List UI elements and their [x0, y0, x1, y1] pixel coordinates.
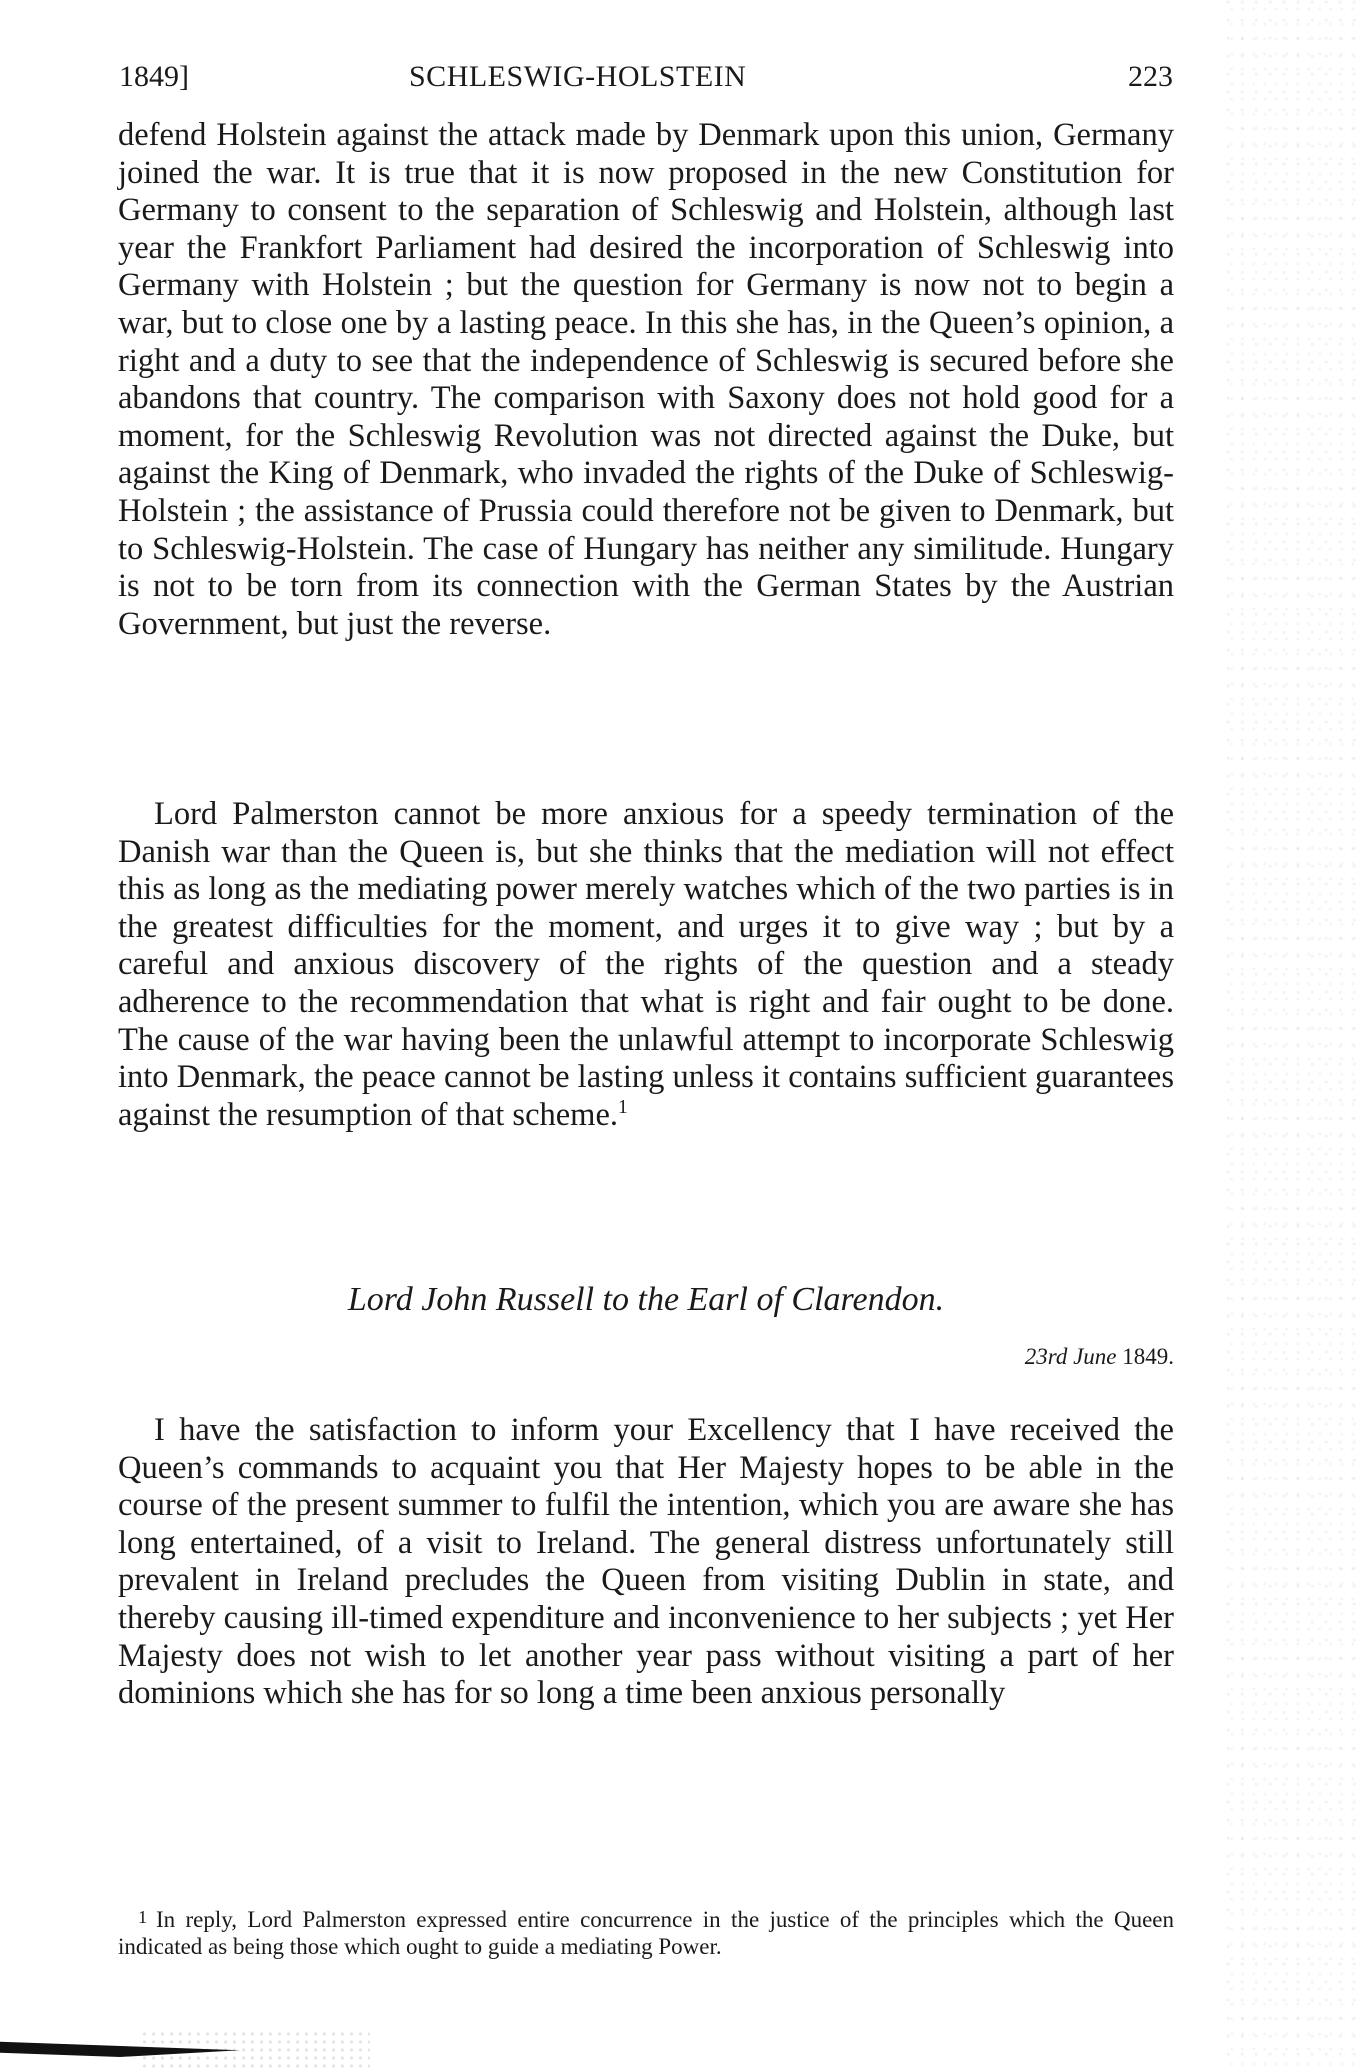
- letter-date: [118, 1342, 1174, 1372]
- footnote-text: In reply, Lord Palmerston expressed entire concurrence in the justice of the principles which the Queen indicated as being those which ought to guide a mediating Power.: [118, 1907, 1174, 1959]
- footnote-number: 1: [138, 1907, 148, 1927]
- paragraph-1-text: defend Holstein against the attack made by Denmark upon this union, Germany joined the war. It is true that it is now proposed in the new Constitution for Germany to consent to the separation of Schleswig and Holstein, although last year the Frankfort Parliament had desired the incorporation of Schleswig into Germany with Holstein ; but the question for Germany is now not to begin a war, but to close one by a lasting peace. In this she has, in the Queen’s opinion, a right and a duty to see that the independence of Schleswig is secured before she abandons that country. The comparison with Saxony does not hold good for a moment, for the Schleswig Revolution was not directed against the Duke, but against the King of Denmark, who invaded the rights of the Duke of Schleswig-Holstein ; the assistance of Prussia could therefore not be given to Denmark, but to Schleswig-Holstein. The case of Hungary has neither any similitude. Hungary is not to be torn from its connection with the German States by the Austrian Government, but just the reverse.: [118, 117, 1174, 642]
- letter-heading: Lord John Russell to the Earl of Clarendon.: [347, 1281, 945, 1318]
- paragraph-3-text: I have the satisfaction to inform your Excellency that I have received the Queen’s commands to acquaint you that Her Majesty hopes to be able in the course of the present summer to fulfil the intention, which you are aware she has long entertained, of a visit to Ireland. The general distress unfortunately still prevalent in Ireland precludes the Queen from visiting Dublin in state, and thereby causing ill-timed expenditure and inconvenience to her subjects ; yet Her Majesty does not wish to let another year pass without visiting a part of her dominions which she has for so long a time been anxious personally: [118, 1412, 1174, 1712]
- paragraph-continued: [118, 117, 1174, 643]
- header-title: SCHLESWIG-HOLSTEIN: [409, 60, 747, 93]
- footnote: [118, 1904, 1174, 1960]
- scan-edge-noise: [1224, 0, 1359, 2069]
- footnote-marker: 1: [618, 1096, 628, 1118]
- paragraph-palmerston: [118, 796, 1174, 1134]
- running-header: [119, 57, 1173, 97]
- paragraph-2-text: Lord Palmerston cannot be more anxious for a speedy termination of the Danish war than the Queen is, but she thinks that the mediation will not effect this as long as the mediating power merely watches which of the two parties is in the greatest difficulties for the moment, and urges it to give way ; but by a careful and anxious discovery of the rights of the question and a steady adherence to the recommendation that what is right and fair ought to be done. The cause of the war having been the unlawful attempt to incorporate Schleswig into Denmark, the peace cannot be lasting unless it contains sufficient guarantees against the resumption of that scheme.: [118, 796, 1174, 1133]
- scan-speckle: [140, 2030, 370, 2068]
- page-number: 223: [1128, 60, 1173, 93]
- letter-body: [118, 1412, 1174, 1713]
- header-year: 1849]: [119, 60, 189, 93]
- paragraph-2: [118, 796, 1174, 1134]
- letter-date-year: 1849.: [1122, 1344, 1174, 1369]
- letter-date-day: 23rd June: [1024, 1344, 1117, 1369]
